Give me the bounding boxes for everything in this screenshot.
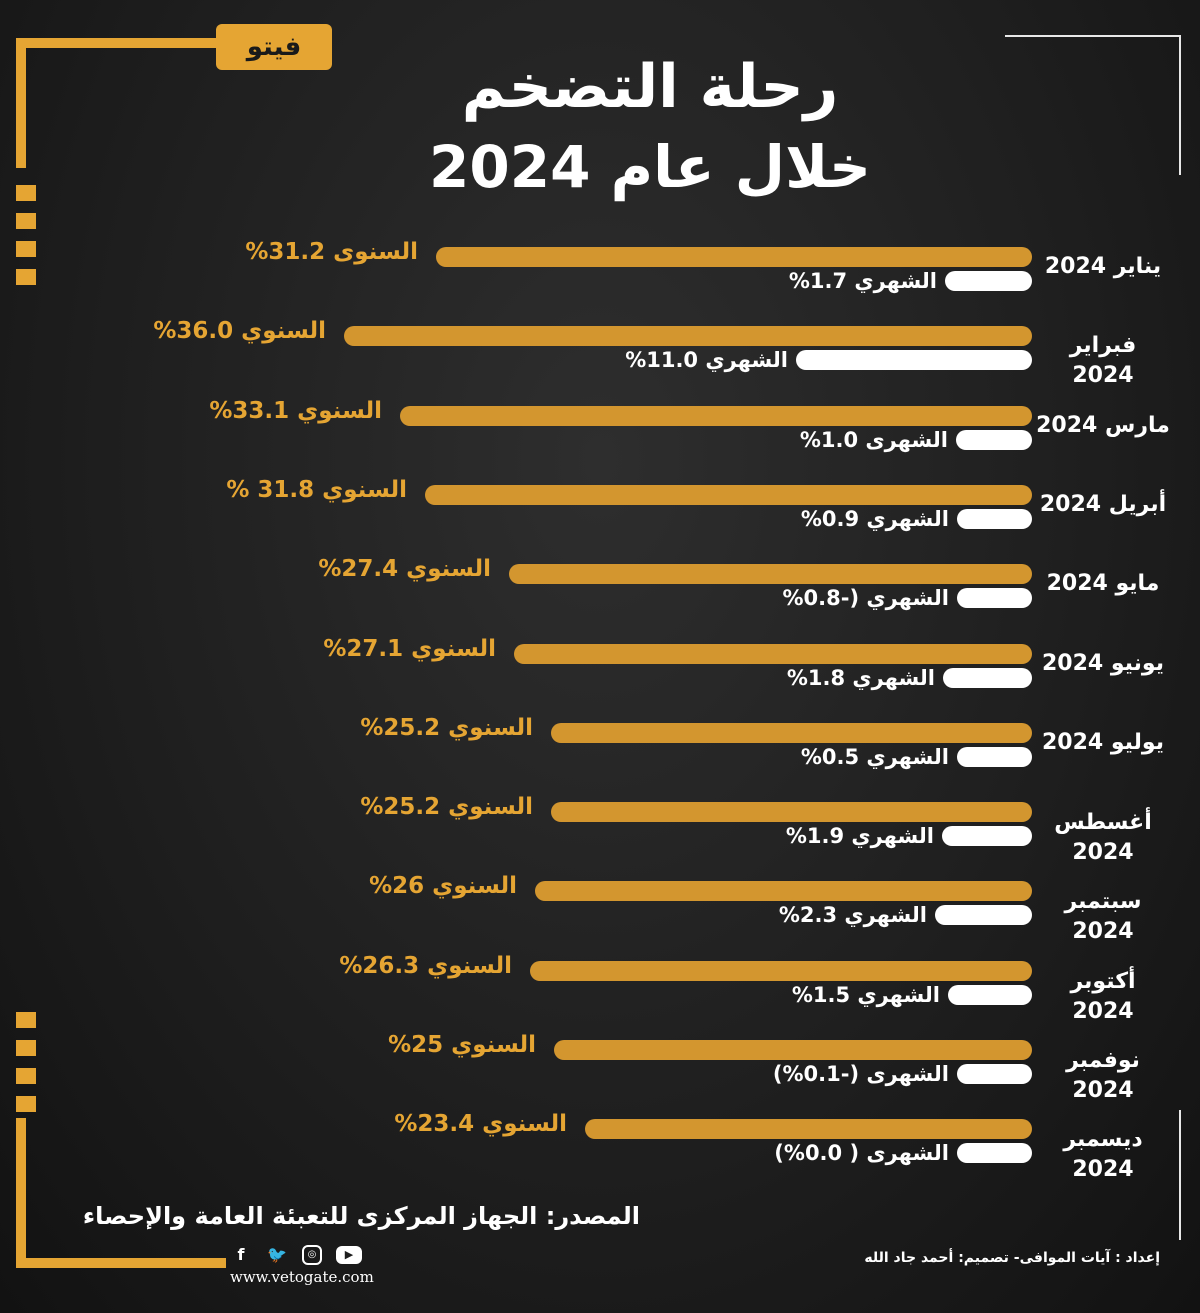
category-label-line: 2024 [1072,1157,1134,1183]
monthly-bar [943,668,1032,688]
facebook-icon[interactable]: f [237,1245,245,1264]
category-label-line: 2024 [1072,998,1134,1024]
monthly-bar [957,1064,1032,1084]
monthly-bar [957,588,1032,608]
annual-label: السنوي 36.0% [153,318,326,345]
monthly-label: الشهري 0.5% [800,744,949,769]
monthly-label: الشهري (-0.8% [782,586,949,611]
monthly-label: الشهرى (-0.1%) [772,1062,949,1086]
annual-label: السنوي 31.8 % [226,476,407,503]
credits-text: إعداد : آيات الموافى- تصميم: أحمد جاد الله [864,1250,1160,1266]
annual-bar [535,881,1032,901]
category-label-line: مارس 2024 [1036,412,1170,438]
page-title: رحلة التضخم [461,52,839,122]
annual-label: السنوى 31.2% [245,239,418,265]
monthly-bar [935,905,1032,925]
category-label [1036,1046,1170,1106]
annual-label: السنوي 23.4% [394,1111,567,1138]
monthly-label: الشهري 11.0% [625,348,788,373]
monthly-label: الشهري 1.8% [786,665,935,690]
monthly-bar [948,985,1032,1005]
annual-label: السنوي 27.4% [318,556,491,583]
category-label-line: أبريل 2024 [1039,491,1167,517]
monthly-bar [957,1143,1032,1163]
monthly-bar [945,271,1032,291]
category-label [1036,411,1170,441]
category-label [1036,490,1170,520]
category-label [1036,1125,1170,1185]
monthly-label: الشهري 2.3% [778,903,927,928]
category-label-line: فبراير 2024 [1069,333,1137,389]
monthly-bar [796,350,1032,370]
source-text: المصدر: الجهاز المركزى للتعبئة العامة والإحصاء [82,1202,640,1230]
category-label-line: نوفمبر [1066,1048,1140,1073]
category-label-line: يونيو 2024 [1042,650,1164,676]
annual-bar [514,644,1032,664]
monthly-bar [942,826,1032,846]
annual-label: السنوي 33.1% [209,397,382,424]
category-label [1036,967,1170,1027]
monthly-label: الشهرى ( 0.0%) [774,1141,949,1166]
category-label-line: أكتوبر [1070,968,1136,994]
monthly-label: الشهري 0.9% [800,506,949,531]
monthly-bar [957,509,1032,529]
category-label-line: يوليو 2024 [1042,729,1164,755]
category-label-line: يناير 2024 [1044,254,1162,279]
annual-bar [344,326,1032,346]
category-label-line: 2024 [1072,1078,1134,1103]
page-subtitle: خلال عام 2024 [429,133,871,201]
instagram-icon[interactable]: ◎ [302,1245,322,1265]
annual-label: السنوي 25.2% [360,714,533,741]
annual-bar [551,723,1032,743]
category-label-line: 2024 [1072,840,1134,866]
twitter-icon[interactable]: 🐦 [267,1245,287,1264]
monthly-bar [957,747,1032,767]
annual-bar [425,485,1032,505]
category-label [1036,728,1170,758]
monthly-label: الشهرى 1.0% [799,427,948,452]
annual-bar [585,1119,1032,1139]
annual-bar [400,406,1032,426]
annual-label: السنوي 26.3% [339,952,512,979]
social-icons [230,1244,362,1266]
youtube-icon[interactable]: ▶ [336,1246,362,1264]
annual-bar [551,802,1032,822]
brand-logo: فيتو [216,24,332,70]
category-label [1036,887,1170,947]
monthly-label: الشهري 1.5% [791,982,940,1007]
website-url[interactable]: www.vetogate.com [230,1268,374,1286]
annual-bar [436,247,1032,267]
annual-label: السنوي 25.2% [360,794,533,821]
annual-label: السنوي 25% [388,1032,536,1058]
annual-bar [509,564,1032,584]
monthly-bar [956,430,1032,450]
monthly-label: الشهري 1.9% [785,824,934,849]
annual-label: السنوي 27.1% [323,635,496,662]
category-label [1036,331,1170,391]
category-label-line: 2024 [1072,919,1134,945]
category-label [1036,252,1170,282]
category-label-line: سبتمبر [1064,889,1142,915]
monthly-label: الشهري 1.7% [788,269,937,293]
annual-bar [530,961,1032,981]
category-label-line: مايو 2024 [1046,571,1160,597]
category-label-line: أغسطس [1054,810,1152,836]
annual-bar [554,1040,1032,1060]
category-label [1036,808,1170,868]
annual-label: السنوي 26% [369,873,517,900]
category-label [1036,569,1170,599]
category-label [1036,649,1170,679]
category-label-line: ديسمبر [1063,1127,1143,1153]
